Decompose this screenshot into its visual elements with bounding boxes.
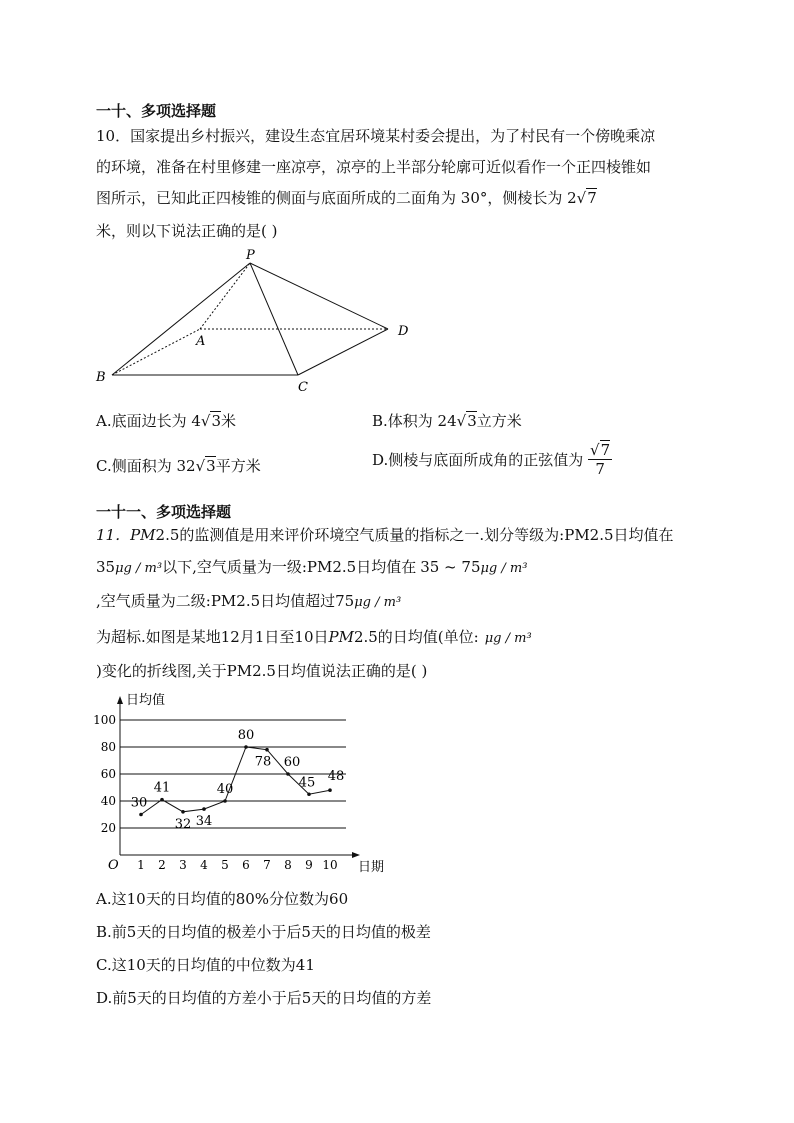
data-point: [265, 748, 269, 752]
q11-option-a[interactable]: A.这10天的日均值的80%分位数为60: [96, 890, 349, 908]
y-tick-label: 20: [100, 821, 116, 835]
data-point: [223, 799, 227, 803]
x-axis-arrow-icon: [352, 852, 360, 858]
fraction-numerator: [588, 441, 612, 460]
x-axis-label: 日期: [358, 860, 385, 875]
option-b-unit: 立方米: [476, 412, 522, 430]
y-tick-label: 80: [100, 740, 116, 754]
sqrt-expr: √3: [200, 412, 222, 430]
x-tick-label: 1: [137, 858, 145, 872]
q11-option-b[interactable]: B.前5天的日均值的极差小于后5天的日均值的极差: [96, 923, 431, 941]
x-tick-label: 9: [305, 858, 313, 872]
q11-line-3-text: ,空气质量为二级:PM2.5日均值超过: [96, 592, 336, 610]
edge-PB: [112, 263, 250, 375]
x-tick-label: 7: [263, 858, 271, 872]
sqrt-radicand: 7: [600, 441, 611, 459]
data-label: 32: [174, 816, 192, 832]
edge-PC: [250, 263, 298, 375]
fraction-sqrt7-over-7: [588, 441, 612, 478]
option-b-text: B.体积为 24: [372, 412, 457, 430]
pm25-line-chart: [93, 690, 390, 880]
pm-italic: PM: [328, 628, 354, 646]
data-label: 80: [237, 728, 255, 743]
x-tick-label: 2: [158, 858, 166, 872]
option-c-text: C.侧面积为 32: [96, 457, 196, 475]
value-35: 35: [96, 558, 116, 576]
sqrt-expr: √7: [590, 441, 611, 459]
unit-text: μg / m³: [480, 561, 528, 576]
origin-label: O: [108, 858, 119, 873]
vertex-label-P: P: [246, 248, 255, 263]
data-point: [181, 810, 185, 814]
sqrt-radicand: 3: [211, 412, 222, 430]
data-point: [244, 745, 248, 749]
unit-text: μg / m³: [484, 631, 532, 646]
q10-option-b[interactable]: [372, 410, 522, 431]
y-tick-label: 60: [100, 767, 116, 781]
q11-line-1-text: 2.5的监测值是用来评价环境空气质量的指标之一.划分等级为:PM2.5日均值在: [155, 526, 674, 544]
data-point: [286, 772, 290, 776]
q10-option-c[interactable]: [96, 455, 261, 476]
q10-line-1: 10．国家提出乡村振兴，建设生态宜居环境某村委会提出，为了村民有一个傍晚乘凉: [96, 127, 656, 145]
q11-option-c[interactable]: C.这10天的日均值的中位数为41: [96, 956, 315, 974]
q11-line-2: [96, 556, 527, 580]
data-point: [328, 788, 332, 792]
x-tick-label: 10: [322, 858, 338, 872]
data-label: 30: [130, 795, 148, 811]
x-tick-label: 6: [242, 858, 250, 872]
option-a-unit: 米: [221, 412, 237, 430]
q10-line-4: 米，则以下说法正确的是( ): [96, 222, 278, 240]
q10-option-d[interactable]: [372, 441, 612, 478]
data-point: [307, 792, 311, 796]
vertex-label-C: C: [298, 380, 308, 395]
pyramid-figure: [90, 245, 420, 395]
q11-line-4-text-b: 2.5的日均值(单位:: [353, 628, 479, 646]
sqrt-radicand: 3: [206, 457, 216, 475]
unit-text: μg / m³: [354, 595, 402, 610]
chart-grid: [120, 720, 346, 828]
data-label: 41: [153, 780, 171, 796]
q11-option-d[interactable]: D.前5天的日均值的方差小于后5天的日均值的方差: [96, 989, 432, 1007]
section-heading-1: 一十、多项选择题: [96, 102, 217, 120]
sqrt-radicand: 3: [467, 412, 477, 430]
x-tick-label: 3: [179, 858, 187, 872]
y-axis-label: 日均值: [126, 693, 166, 708]
q11-line-2-text: 以下,空气质量为一级:PM2.5日均值在: [162, 558, 417, 576]
data-label: 78: [254, 754, 272, 770]
q11-line-4: [96, 626, 532, 650]
sqrt-expr: √3: [456, 412, 477, 430]
data-label: 48: [327, 769, 345, 785]
vertex-label-A: A: [196, 334, 206, 349]
y-tick-label: 40: [100, 794, 116, 808]
q11-line-3: [96, 590, 401, 614]
value-75: 75: [335, 592, 355, 610]
data-label: 45: [298, 775, 316, 791]
section-heading-2: 一十一、多项选择题: [96, 503, 232, 521]
sqrt-radicand: 7: [587, 189, 597, 207]
chart-labels: [93, 692, 384, 875]
edge-BA-hidden: [112, 329, 200, 375]
data-label: 40: [216, 782, 234, 797]
data-label: 60: [283, 755, 301, 770]
unit-text: μg / m³: [115, 561, 163, 576]
vertex-label-B: B: [96, 370, 106, 385]
data-point: [139, 813, 143, 817]
q10-line-2: 的环境，准备在村里修建一座凉亭，凉亭的上半部分轮廓可近似看作一个正四棱锥如: [96, 158, 652, 176]
data-point: [202, 807, 206, 811]
data-point: [160, 798, 164, 802]
option-d-text: D.侧棱与底面所成角的正弦值为: [372, 451, 584, 469]
option-c-unit: 平方米: [215, 457, 261, 475]
data-label: 34: [195, 814, 213, 830]
x-tick-label: 4: [200, 858, 208, 872]
y-axis-arrow-icon: [117, 696, 123, 704]
sqrt-expr: √3: [195, 457, 216, 475]
q11-number: 11．: [96, 526, 131, 544]
pm-italic: PM: [130, 526, 156, 544]
option-a-text: A.底面边长为 4: [96, 412, 201, 430]
q11-line-4-text: 为超标.如图是某地12月1日至10日: [96, 628, 329, 646]
fraction-denominator: 7: [595, 460, 605, 478]
q11-line-5: )变化的折线图,关于PM2.5日均值说法正确的是( ): [96, 662, 428, 680]
range-text: 35 ~ 75: [420, 558, 481, 576]
y-tick-label: 100: [93, 713, 116, 727]
vertex-label-D: D: [398, 324, 409, 339]
x-tick-label: 8: [284, 858, 292, 872]
sqrt-7-expr: √7: [576, 189, 597, 207]
q10-line-3: [96, 187, 597, 209]
edge-PA-hidden: [200, 263, 250, 329]
q10-option-a[interactable]: [96, 410, 236, 431]
q10-line-3-text: 图所示，已知此正四棱锥的侧面与底面所成的二面角为 30°，侧棱长为 2: [96, 189, 577, 207]
edge-PD: [250, 263, 388, 329]
q11-line-1: [96, 524, 674, 546]
edge-CD: [298, 329, 388, 375]
x-tick-label: 5: [221, 858, 229, 872]
